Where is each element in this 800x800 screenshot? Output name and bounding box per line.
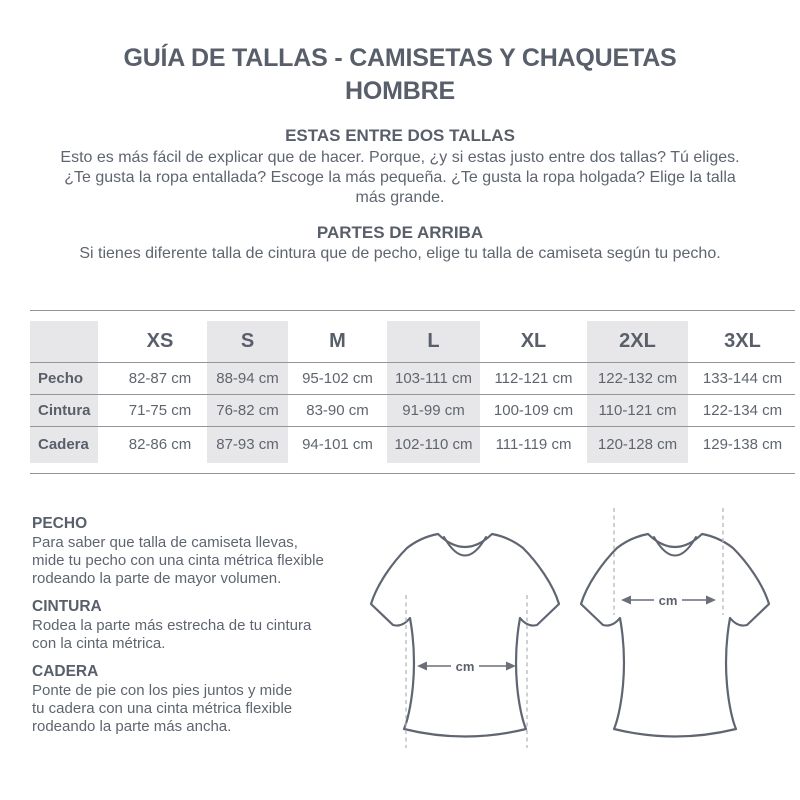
column-header-xl: XL	[520, 330, 547, 352]
size-cell: 122-134 cm	[702, 402, 783, 419]
tshirt-waist-diagram	[364, 500, 566, 756]
waist-cm-label: cm	[455, 659, 475, 674]
size-cell: 82-87 cm	[128, 370, 192, 387]
tshirt-chest-diagram	[574, 500, 776, 756]
page-title	[0, 42, 800, 108]
measure-text-line: rodeando la parte de mayor volumen.	[32, 570, 282, 587]
size-cell: 83-90 cm	[306, 402, 369, 419]
tops-line-1: Si tienes diferente talla de cintura que de pecho, elige tu talla de camiseta según tu pecho.	[79, 245, 721, 262]
measure-text-line: rodeando la parte más ancha.	[32, 718, 232, 735]
table-row-pecho	[30, 363, 795, 395]
column-header-l: L	[385, 311, 482, 363]
size-cell: 111-119 cm	[495, 436, 572, 453]
between-sizes-paragraph	[0, 148, 800, 208]
page-title-line-1: GUÍA DE TALLAS - CAMISETAS Y CHAQUETAS	[123, 44, 677, 72]
measure-heading-cintura: CINTURA	[32, 598, 102, 615]
size-cell: 122-132 cm	[585, 363, 690, 395]
column-header-xs: XS	[146, 330, 174, 352]
measure-item-pecho	[32, 514, 362, 588]
row-label-pecho: Pecho	[30, 363, 115, 395]
size-cell: 102-110 cm	[385, 427, 482, 474]
size-cell: 82-86 cm	[128, 436, 192, 453]
measure-text-pecho	[32, 534, 362, 588]
tops-paragraph	[0, 244, 800, 264]
between-sizes-line-1: Esto es más fácil de explicar que de hacer. Porque, ¿y si estas justo entre dos tallas? Tú eliges.	[60, 149, 740, 166]
chest-cm-label: cm	[658, 593, 678, 608]
table-row-cadera	[30, 427, 795, 474]
size-cell: 88-94 cm	[205, 363, 290, 395]
measure-text-cintura	[32, 617, 362, 653]
column-header-3xl: 3XL	[724, 330, 761, 352]
between-sizes-line-3: más grande.	[355, 189, 445, 206]
size-table-container	[30, 310, 795, 474]
row-label-cintura: Cintura	[30, 395, 115, 427]
measure-text-line: Ponte de pie con los pies juntos y mide	[32, 682, 293, 699]
size-cell: 129-138 cm	[702, 436, 783, 453]
tops-heading: PARTES DE ARRIBA	[316, 223, 484, 242]
measure-item-cadera	[32, 662, 362, 736]
size-cell: 95-102 cm	[302, 370, 373, 387]
size-cell: 71-75 cm	[128, 402, 192, 419]
column-header-m: M	[329, 330, 346, 352]
page-title-line-2: HOMBRE	[345, 77, 455, 105]
size-cell: 100-109 cm	[493, 402, 574, 419]
column-header-empty	[30, 311, 115, 363]
size-cell: 94-101 cm	[302, 436, 373, 453]
row-label-cadera: Cadera	[30, 427, 115, 474]
column-header-s: S	[205, 311, 290, 363]
measure-heading-cadera: CADERA	[32, 663, 99, 680]
size-table-header-row	[30, 311, 795, 363]
between-sizes-line-2: ¿Te gusta la ropa entallada? Escoge la más pequeña. ¿Te gusta la ropa holgada? Elige la talla	[64, 169, 736, 186]
tshirt-outline	[371, 534, 559, 737]
size-cell: 76-82 cm	[205, 395, 290, 427]
column-header-2xl: 2XL	[585, 311, 690, 363]
size-cell: 87-93 cm	[205, 427, 290, 474]
tshirt-outline	[581, 534, 769, 737]
size-cell: 112-121 cm	[494, 370, 573, 387]
measure-item-cintura	[32, 597, 362, 653]
measure-text-line: Para saber que talla de camiseta llevas,	[32, 534, 298, 551]
measure-text-cadera	[32, 682, 362, 736]
size-cell: 133-144 cm	[702, 370, 783, 387]
between-sizes-heading: ESTAS ENTRE DOS TALLAS	[285, 126, 515, 145]
measure-text-line: mide tu pecho con una cinta métrica flexible	[32, 552, 324, 569]
size-cell: 110-121 cm	[585, 395, 690, 427]
measure-text-line: con la cinta métrica.	[32, 635, 166, 652]
size-cell: 103-111 cm	[385, 363, 482, 395]
size-cell: 120-128 cm	[585, 427, 690, 474]
measure-text-line: Rodea la parte más estrecha de tu cintura	[32, 617, 312, 634]
size-table	[30, 310, 795, 474]
measure-heading-pecho: PECHO	[32, 515, 88, 532]
measure-text-line: tu cadera con una cinta métrica flexible	[32, 700, 293, 717]
size-cell: 91-99 cm	[385, 395, 482, 427]
table-row-cintura	[30, 395, 795, 427]
measure-guide	[32, 514, 362, 736]
